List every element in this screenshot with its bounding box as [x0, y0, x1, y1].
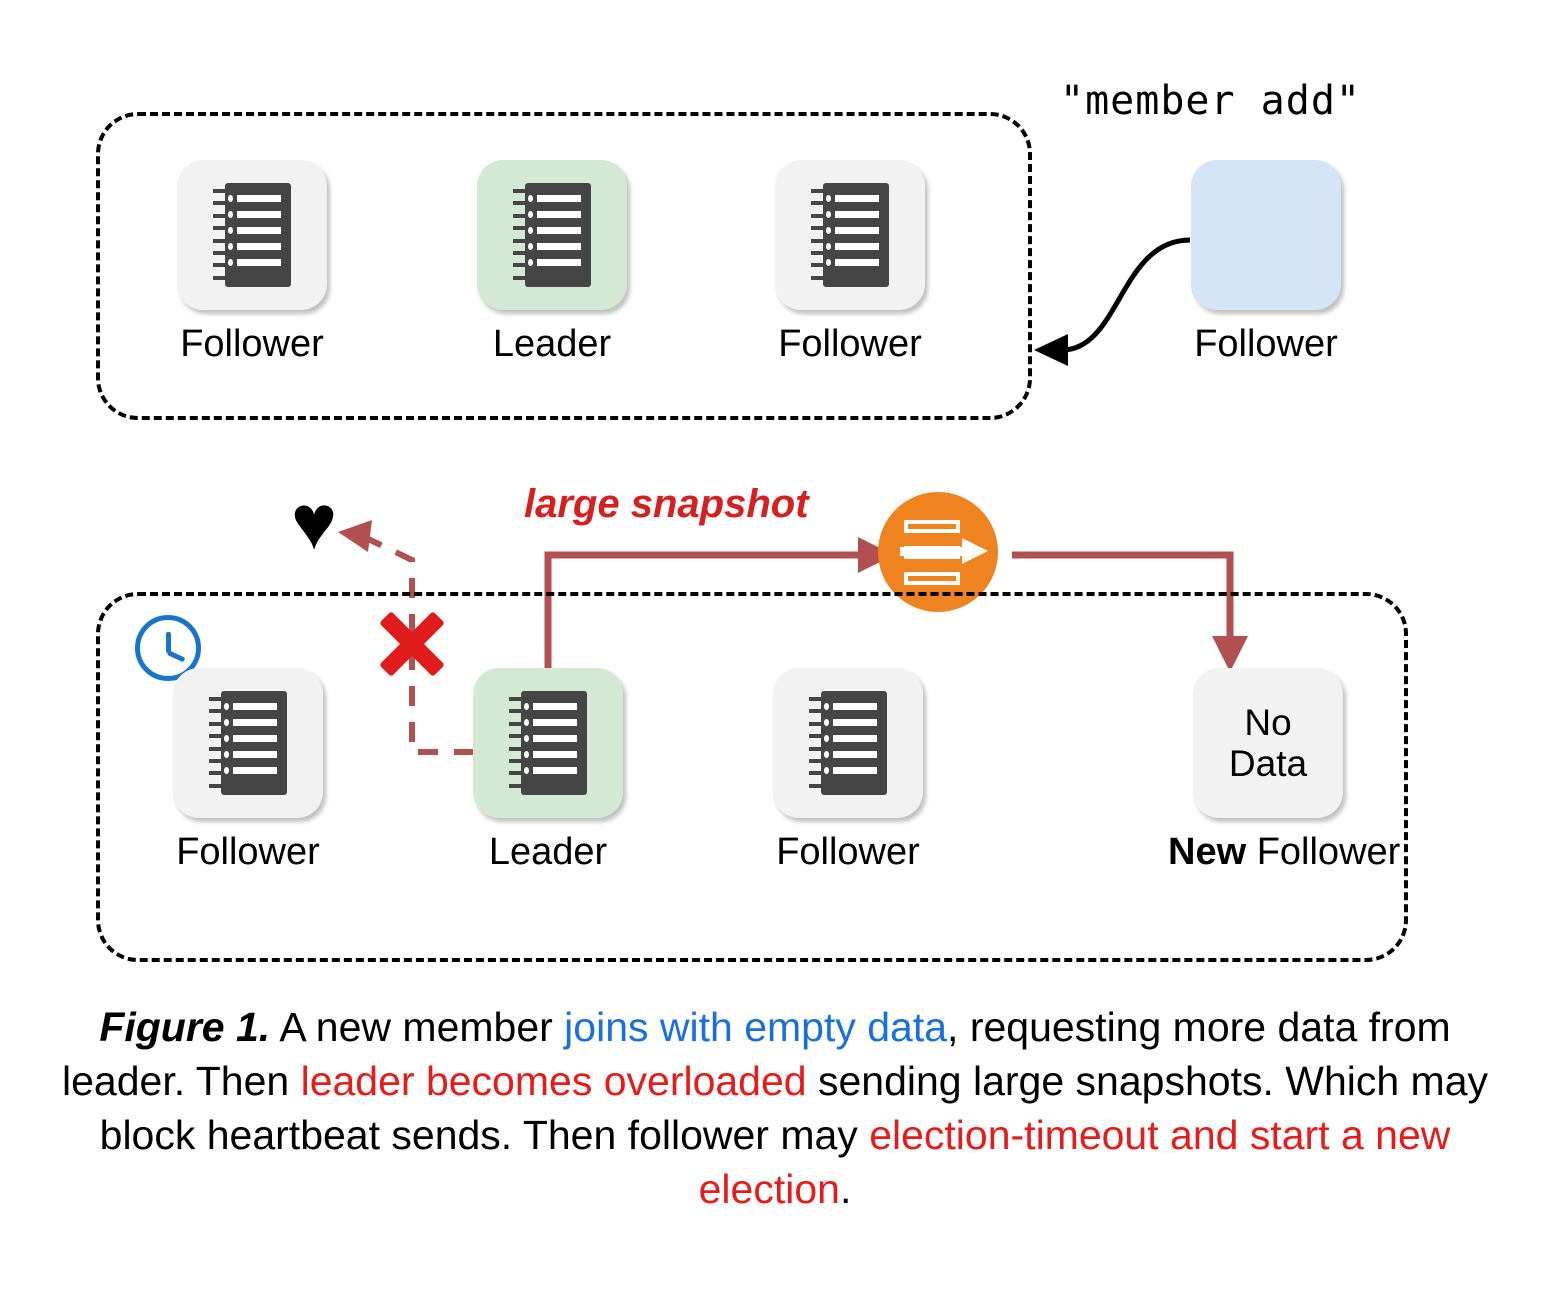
top-node-follower-1 [152, 160, 352, 366]
figure-number: Figure 1. [99, 1004, 271, 1050]
top-node-follower-2 [750, 160, 950, 366]
bottom-node-new-follower [1168, 668, 1401, 874]
new-follower-suffix: Follower [1246, 831, 1401, 873]
server-icon [477, 160, 627, 310]
joining-node-follower [1166, 160, 1366, 366]
server-rack-icon [509, 691, 587, 795]
figure-caption [60, 1000, 1490, 1216]
member-add-command-label: "member add" [1060, 78, 1361, 124]
caption-highlight-blue: joins with empty data [564, 1004, 948, 1050]
node-label [1168, 831, 1401, 874]
no-data-line-1: No [1244, 701, 1292, 743]
large-snapshot-label: large snapshot [524, 482, 809, 526]
node-label: Follower [778, 323, 922, 365]
bottom-node-leader [448, 668, 648, 874]
caption-highlight-red-1: leader becomes overloaded [300, 1058, 807, 1105]
node-label: Leader [488, 831, 608, 873]
bottom-node-follower-2 [748, 668, 948, 874]
server-icon [177, 160, 327, 310]
caption-part-2: , requesting more data from leader. Then [62, 1004, 1451, 1105]
server-rack-icon [209, 691, 287, 795]
caption-part-3: sending large snapshots. Which may block heartbeat sends. Then follower may [99, 1058, 1488, 1159]
heartbeat-icon: ♥ [290, 478, 338, 566]
empty-server-icon [1191, 160, 1341, 310]
server-rack-icon [809, 691, 887, 795]
no-data-tile [1193, 668, 1343, 818]
no-data-line-2: Data [1228, 743, 1308, 784]
node-label: Follower [1194, 323, 1338, 365]
node-label: Follower [180, 323, 324, 365]
server-icon [775, 160, 925, 310]
server-icon [173, 668, 323, 818]
caption-part-1: A new member [270, 1004, 565, 1050]
member-add-arrow-head [1034, 334, 1068, 366]
bottom-node-follower-1 [148, 668, 348, 874]
server-rack-icon [811, 183, 889, 287]
server-rack-icon [513, 183, 591, 287]
server-icon [773, 668, 923, 818]
node-label: Leader [492, 323, 612, 365]
top-node-leader [452, 160, 652, 366]
caption-part-4: . [839, 1166, 852, 1213]
server-rack-icon [213, 183, 291, 287]
node-label: Follower [176, 831, 320, 873]
server-icon [473, 668, 623, 818]
new-follower-prefix: New [1168, 831, 1247, 873]
node-label: Follower [776, 831, 920, 873]
caption-highlight-red-2: election-timeout and start a new election [698, 1112, 1451, 1213]
